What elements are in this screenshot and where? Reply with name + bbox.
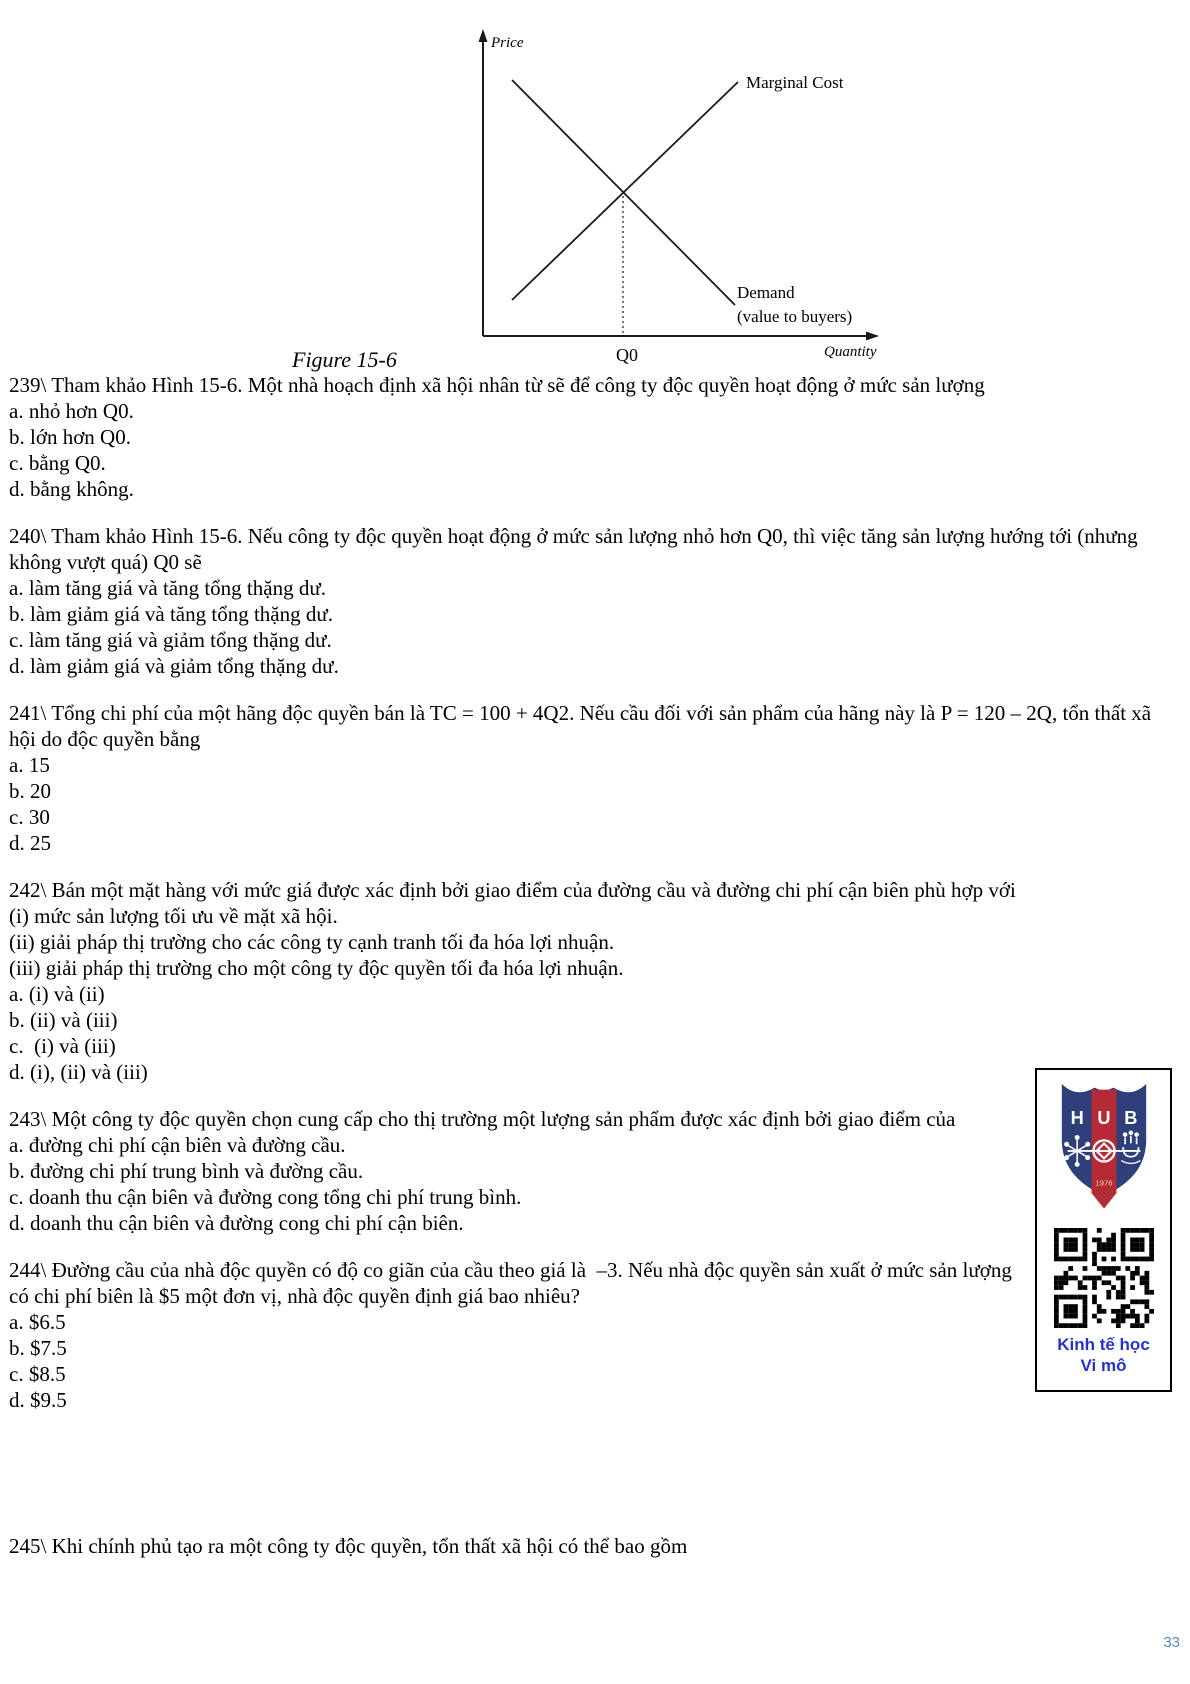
page-number: 33	[1163, 1634, 1180, 1651]
question-stem: 245\ Khi chính phủ tạo ra một công ty độc quyền, tổn thất xã hội có thể bao gồm	[9, 1534, 688, 1558]
demand-label: Demand	[737, 283, 795, 302]
question-stem: 240\ Tham khảo Hình 15-6. Nếu công ty độc quyền hoạt động ở mức sản lượng nhỏ hơn Q0, thì việc tăng sản lượng hướng tới (nhưng không vượt quá) Q0 sẽ	[9, 524, 1143, 574]
question-block	[9, 523, 1182, 679]
question-subitem: (i) mức sản lượng tối ưu về mặt xã hội.	[9, 904, 338, 928]
question-option: a. $6.5	[9, 1310, 66, 1334]
question-option: c. doanh thu cận biên và đường cong tổng chi phí trung bình.	[9, 1185, 522, 1209]
question-subitem: (ii) giải pháp thị trường cho các công ty cạnh tranh tối đa hóa lợi nhuận.	[9, 930, 615, 954]
question-block	[9, 877, 1182, 1085]
question-block	[9, 1257, 1182, 1413]
question-option: a. đường chi phí cận biên và đường cầu.	[9, 1133, 346, 1157]
question-list	[0, 370, 1190, 1559]
question-option: b. (ii) và (iii)	[9, 1008, 118, 1032]
question-option: b. $7.5	[9, 1336, 67, 1360]
question-option: a. nhỏ hơn Q0.	[9, 399, 134, 423]
question-block	[9, 1106, 1182, 1236]
question-block	[9, 700, 1182, 856]
question-option: a. 15	[9, 753, 50, 777]
badge-caption-line2: Vi mô	[1080, 1356, 1127, 1375]
question-option: a. làm tăng giá và tăng tổng thặng dư.	[9, 576, 326, 600]
right-arrow-icon	[866, 332, 879, 341]
hub-shield-logo	[1056, 1080, 1152, 1220]
figure-caption: Figure 15-6	[292, 347, 397, 372]
question-option: b. làm giảm giá và tăng tổng thặng dư.	[9, 602, 333, 626]
logo-year: 1976	[1094, 1178, 1113, 1188]
question-option: d. doanh thu cận biên và đường cong chi phí cận biên.	[9, 1211, 464, 1235]
question-subitem: (iii) giải pháp thị trường cho một công ty độc quyền tối đa hóa lợi nhuận.	[9, 956, 624, 980]
demand-sublabel: (value to buyers)	[737, 307, 853, 326]
logo-letter-b: B	[1123, 1108, 1137, 1129]
question-option: d. bằng không.	[9, 477, 134, 501]
question-stem: 241\ Tổng chi phí của một hãng độc quyền bán là TC = 100 + 4Q2. Nếu cầu đối với sản phẩm của hãng này là P = 120 – 2Q, tổn thất xã hội do độc quyền bằng	[9, 701, 1157, 751]
question-option: b. 20	[9, 779, 51, 803]
supply-demand-chart	[0, 0, 1190, 370]
up-arrow-icon	[479, 29, 488, 42]
question-stem: 239\ Tham khảo Hình 15-6. Một nhà hoạch định xã hội nhân từ sẽ để công ty độc quyền hoạt động ở mức sản lượng	[9, 373, 985, 397]
qr-code	[1054, 1228, 1154, 1328]
question-option: d. 25	[9, 831, 51, 855]
question-option: c. bằng Q0.	[9, 451, 106, 475]
question-option: d. $9.5	[9, 1388, 67, 1412]
logo-letter-u: U	[1096, 1108, 1111, 1129]
badge-caption-line1: Kinh tế học	[1057, 1335, 1150, 1354]
question-option: d. làm giảm giá và giảm tổng thặng dư.	[9, 654, 339, 678]
figure-15-6	[0, 0, 1190, 370]
question-stem: 243\ Một công ty độc quyền chọn cung cấp cho thị trường một lượng sản phẩm được xác định bởi giao điểm của	[9, 1107, 956, 1131]
logo-letter-h: H	[1070, 1108, 1084, 1129]
question-option: b. lớn hơn Q0.	[9, 425, 131, 449]
question-option: c. (i) và (iii)	[9, 1034, 116, 1058]
question-option: d. (i), (ii) và (iii)	[9, 1060, 148, 1084]
q0-tick-label: Q0	[616, 345, 638, 365]
x-axis-label: Quantity	[824, 344, 877, 360]
marginal-cost-label: Marginal Cost	[746, 73, 844, 92]
question-stem: 242\ Bán một mặt hàng với mức giá được xác định bởi giao điểm của đường cầu và đường chi phí cận biên phù hợp với	[9, 878, 1016, 902]
question-option: c. làm tăng giá và giảm tổng thặng dư.	[9, 628, 332, 652]
question-option: b. đường chi phí trung bình và đường cầu.	[9, 1159, 364, 1183]
question-option: c. 30	[9, 805, 50, 829]
question-block	[9, 372, 1182, 502]
question-stem: 244\ Đường cầu của nhà độc quyền có độ co giãn của cầu theo giá là –3. Nếu nhà độc quyền sản xuất ở mức sản lượng có chi phí biên là $5 một đơn vị, nhà độc quyền định giá bao nhiêu?	[9, 1258, 1018, 1308]
y-axis-label: Price	[491, 35, 524, 51]
university-badge	[1035, 1068, 1172, 1392]
question-block	[9, 1533, 1182, 1559]
question-option: a. (i) và (ii)	[9, 982, 105, 1006]
question-option: c. $8.5	[9, 1362, 66, 1386]
